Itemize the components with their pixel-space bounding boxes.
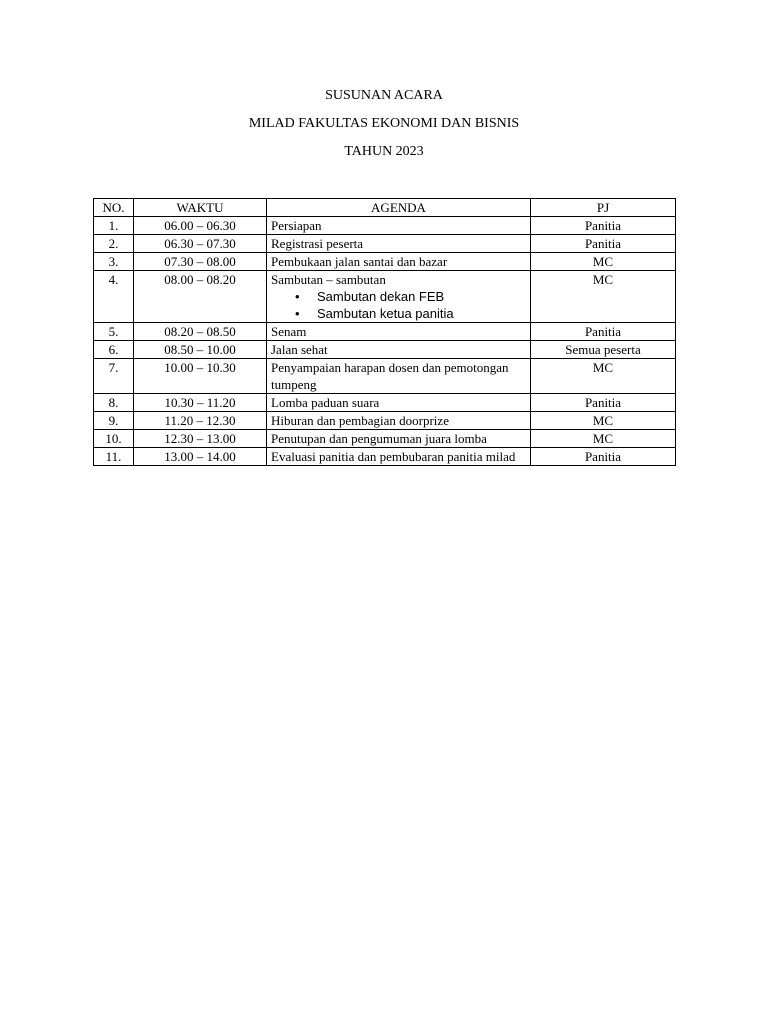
table-row <box>94 253 676 271</box>
row-agenda-with-list <box>267 271 531 323</box>
schedule-table <box>93 198 676 466</box>
row-agenda: Evaluasi panitia dan pembubaran panitia milad <box>267 448 531 466</box>
row-agenda: Registrasi peserta <box>267 235 531 253</box>
header-no: NO. <box>94 199 134 217</box>
row-no: 8. <box>94 394 134 412</box>
row-waktu: 08.50 – 10.00 <box>134 341 267 359</box>
row-no: 10. <box>94 430 134 448</box>
list-item-label: Sambutan dekan FEB <box>317 289 445 304</box>
row-pj: Panitia <box>531 323 676 341</box>
row-agenda: Pembukaan jalan santai dan bazar <box>267 253 531 271</box>
row-no: 1. <box>94 217 134 235</box>
table-row <box>94 271 676 323</box>
bullet-icon: • <box>295 289 300 304</box>
agenda-sub-list <box>271 288 526 322</box>
table-row <box>94 394 676 412</box>
row-waktu: 13.00 – 14.00 <box>134 448 267 466</box>
row-waktu: 06.30 – 07.30 <box>134 235 267 253</box>
header-waktu: WAKTU <box>134 199 267 217</box>
row-waktu: 12.30 – 13.00 <box>134 430 267 448</box>
row-no: 5. <box>94 323 134 341</box>
header-agenda: AGENDA <box>267 199 531 217</box>
document-subtitle: MILAD FAKULTAS EKONOMI DAN BISNIS <box>248 116 520 131</box>
row-no: 3. <box>94 253 134 271</box>
row-no: 4. <box>94 271 134 323</box>
row-no: 7. <box>94 359 134 394</box>
list-item <box>295 288 526 305</box>
table-row <box>94 323 676 341</box>
row-waktu: 08.00 – 08.20 <box>134 271 267 323</box>
row-agenda: Persiapan <box>267 217 531 235</box>
table-row <box>94 235 676 253</box>
row-agenda-text: Sambutan – sambutan <box>271 272 386 287</box>
row-waktu: 10.00 – 10.30 <box>134 359 267 394</box>
row-pj: Panitia <box>531 448 676 466</box>
row-pj: MC <box>531 359 676 394</box>
row-no: 2. <box>94 235 134 253</box>
row-agenda: Hiburan dan pembagian doorprize <box>267 412 531 430</box>
document-title: SUSUNAN ACARA <box>325 88 443 103</box>
row-agenda: Penyampaian harapan dosen dan pemotongan tumpeng <box>267 359 531 394</box>
row-no: 11. <box>94 448 134 466</box>
table-row <box>94 448 676 466</box>
row-agenda: Senam <box>267 323 531 341</box>
row-waktu: 06.00 – 06.30 <box>134 217 267 235</box>
bullet-icon: • <box>295 306 300 321</box>
list-item-label: Sambutan ketua panitia <box>317 306 454 321</box>
row-waktu: 10.30 – 11.20 <box>134 394 267 412</box>
row-pj: Semua peserta <box>531 341 676 359</box>
row-pj: Panitia <box>531 394 676 412</box>
list-item <box>295 305 526 322</box>
table-row <box>94 412 676 430</box>
row-no: 6. <box>94 341 134 359</box>
row-pj: MC <box>531 253 676 271</box>
table-row <box>94 359 676 394</box>
row-waktu: 11.20 – 12.30 <box>134 412 267 430</box>
document-year: TAHUN 2023 <box>344 144 424 159</box>
row-pj: Panitia <box>531 235 676 253</box>
row-agenda: Penutupan dan pengumuman juara lomba <box>267 430 531 448</box>
row-waktu: 07.30 – 08.00 <box>134 253 267 271</box>
row-pj: MC <box>531 271 676 323</box>
header-pj: PJ <box>531 199 676 217</box>
table-header-row <box>94 199 676 217</box>
row-pj: MC <box>531 412 676 430</box>
row-pj: Panitia <box>531 217 676 235</box>
row-no: 9. <box>94 412 134 430</box>
row-pj: MC <box>531 430 676 448</box>
table-row <box>94 217 676 235</box>
row-agenda: Jalan sehat <box>267 341 531 359</box>
row-agenda: Lomba paduan suara <box>267 394 531 412</box>
table-row <box>94 430 676 448</box>
row-waktu: 08.20 – 08.50 <box>134 323 267 341</box>
table-row <box>94 341 676 359</box>
